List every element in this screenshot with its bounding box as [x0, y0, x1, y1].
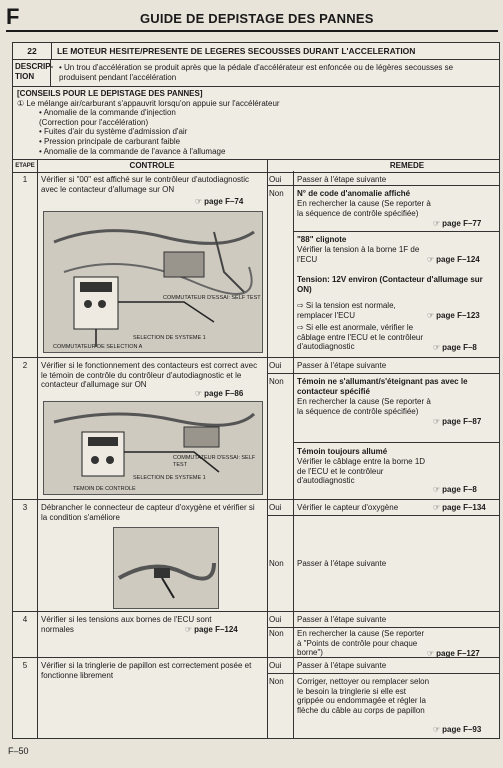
page-reference [195, 197, 243, 206]
page-reference [433, 219, 481, 228]
illustration-label: TEMOIN DE CONTROLE [73, 486, 136, 492]
remedy-title: Tension: 12V environ (Contacteur d'allumage sur ON) [297, 275, 483, 294]
oui-non-divider [267, 185, 499, 186]
book-reference-icon: ☞ [427, 311, 435, 320]
book-reference-icon: ☞ [433, 417, 441, 426]
page-reference [195, 389, 243, 398]
remedy-divider [293, 231, 499, 232]
non-label: Non [269, 629, 284, 638]
hint-item: • Anomalie de la commande de l'avance à l'allumage [39, 146, 226, 156]
problem-number: 22 [13, 43, 52, 59]
step-number: 1 [22, 175, 28, 184]
non-remedy: En rechercher la cause (Se reporter à "Points de contrôle pour chaque borne") [297, 629, 425, 658]
section-letter: F [6, 4, 20, 29]
oui-remedy: Passer à l'étape suivante [297, 361, 387, 370]
hint-item: • Fuites d'air du système d'admission d'air [39, 127, 188, 137]
remedy-divider [293, 442, 499, 443]
page-ref-text: page F–87 [442, 417, 482, 426]
description-row [13, 60, 499, 87]
row-divider [13, 499, 499, 500]
book-reference-icon: ☞ [433, 343, 441, 352]
oui-label: Oui [269, 175, 282, 184]
book-reference-icon: ☞ [433, 219, 441, 228]
page-title: GUIDE DE DEPISTAGE DES PANNES [140, 11, 374, 26]
oui-non-divider [267, 627, 499, 628]
page-ref-text: page F–134 [442, 503, 486, 512]
illustration-label: SELECTION DE SYSTEME 1 [133, 475, 206, 481]
page-ref-text: page F–93 [442, 725, 482, 734]
remedy-text: ⇨ Si elle est anormale, vérifier le câblage entre l'ECU et le contrôleur d'autodiagnostic [297, 323, 424, 352]
oui-non-divider [267, 373, 499, 374]
step-number: 2 [22, 361, 28, 370]
page-reference [433, 503, 486, 512]
page-reference [433, 485, 477, 494]
book-reference-icon: ☞ [433, 725, 441, 734]
column-header-etape: ETAPE [15, 163, 35, 169]
illustration-label: COMMUTATEUR DE SELECTION A [53, 344, 143, 350]
book-reference-icon: ☞ [433, 485, 441, 494]
page-reference [185, 625, 238, 634]
oui-label: Oui [269, 503, 282, 512]
column-header-remede: REMEDE [389, 161, 425, 170]
oui-remedy: Vérifier le capteur d'oxygène [297, 503, 399, 512]
book-reference-icon: ☞ [185, 625, 193, 634]
book-reference-icon: ☞ [195, 197, 203, 206]
hint-item: • Anomalie de la commande d'injection [39, 108, 176, 118]
hint-item: • Pression principale de carburant faible [39, 136, 181, 146]
oui-remedy: Passer à l'étape suivante [297, 661, 387, 670]
header-rule [6, 30, 498, 32]
book-reference-icon: ☞ [427, 255, 435, 264]
step-check-text: Vérifier si le fonctionnement des contacteurs est correct avec le témoin de contrôle du contrôleur d'autodiagnostic et le contacteur d'allumage sur ON [41, 361, 258, 390]
page-reference [427, 255, 480, 264]
book-reference-icon: ☞ [427, 649, 435, 658]
step-check-text: Vérifier si la tringlerie de papillon est correctement posée et fonctionne librement [41, 661, 252, 680]
book-reference-icon: ☞ [433, 503, 441, 512]
non-label: Non [269, 189, 284, 198]
troubleshooting-table [12, 42, 500, 739]
page-reference [433, 343, 477, 352]
book-reference-icon: ☞ [195, 389, 203, 398]
page-ref-text: page F–74 [204, 197, 244, 206]
description-label: DESCRIP-TION [13, 60, 51, 86]
row-divider [13, 357, 499, 358]
oui-label: Oui [269, 661, 282, 670]
problem-title: LE MOTEUR HESITE/PRESENTE DE LEGERES SECOUSSES DURANT L'ACCELERATION [57, 46, 416, 56]
diagnostic-illustration [43, 211, 263, 353]
description-text: • Un trou d'accélération se produit après que la pédale d'accélérateur est enfoncée ou de légères secousses se produisent pendant l'accélération [59, 63, 454, 82]
oui-label: Oui [269, 361, 282, 370]
remedy-title: N° de code d'anomalie affiché [297, 189, 411, 198]
non-remedy: Corriger, nettoyer ou remplacer selon le besoin la tringlerie si elle est grippée ou endommagée et régler la flèche du câble au corps de papillon [297, 677, 430, 715]
step-check-text: Vérifier si "00" est affiché sur le contrôleur d'autodiagnostic avec le contacteur d'allumage sur ON [41, 175, 250, 194]
step-check-text: Débrancher le connecteur de capteur d'oxygène et vérifier si la condition s'améliore [41, 503, 255, 522]
step-number: 3 [22, 503, 28, 512]
oui-label: Oui [269, 615, 282, 624]
step-number: 4 [22, 615, 28, 624]
hint-item: (Correction pour l'accélération) [39, 117, 149, 127]
step-check-text: Vérifier si les tensions aux bornes de l'ECU sont normales [41, 615, 212, 634]
oui-remedy: Passer à l'étape suivante [297, 175, 387, 184]
row-divider [13, 611, 499, 612]
hints-intro: ① Le mélange air/carburant s'appauvrit lorsqu'on appuie sur l'accélérateur [17, 98, 280, 108]
column-header-controle: CONTROLE [129, 161, 175, 170]
remedy-text: En rechercher la cause (Se reporter à la séquence de contrôle spécifiée) [297, 397, 431, 416]
page-ref-text: page F–77 [442, 219, 482, 228]
illustration-label: COMMUTATEUR D'ESSAI: SELF TEST [163, 295, 261, 301]
remedy-text: Vérifier la tension à la borne 1F de l'ECU [297, 245, 420, 264]
grid-line [37, 159, 38, 738]
grid-line [293, 171, 294, 738]
page-number: F–50 [8, 746, 29, 756]
page-ref-text: page F–123 [436, 311, 480, 320]
oui-remedy: Passer à l'étape suivante [297, 615, 387, 624]
oui-non-divider [267, 673, 499, 674]
remedy-title: Témoin toujours allumé [297, 447, 388, 456]
non-label: Non [269, 677, 284, 686]
illustration-label: SELECTION DE SYSTEME 1 [133, 335, 206, 341]
remedy-text: ⇨ Si la tension est normale, remplacer l'ECU [297, 301, 396, 320]
step-number: 5 [22, 661, 28, 670]
sensor-illustration [113, 527, 219, 609]
page-ref-text: page F–8 [442, 343, 477, 352]
remedy-text: En rechercher la cause (Se reporter à la séquence de contrôle spécifiée) [297, 199, 431, 218]
page-ref-text: page F–124 [194, 625, 238, 634]
page-ref-text: page F–8 [442, 485, 477, 494]
page-ref-text: page F–127 [436, 649, 480, 658]
oui-non-divider [267, 515, 499, 516]
page-ref-text: page F–124 [436, 255, 480, 264]
page-reference [433, 725, 481, 734]
column-header-row [13, 159, 499, 173]
page-ref-text: page F–86 [204, 389, 244, 398]
page-reference [433, 417, 481, 426]
troubleshooting-hints [17, 89, 487, 156]
non-label: Non [269, 559, 284, 568]
remedy-title: Témoin ne s'allumant/s'éteignant pas avec le contacteur spécifié [297, 377, 468, 396]
remedy-text: Vérifier le câblage entre la borne 1D de l'ECU et le contrôleur d'autodiagnostic [297, 457, 426, 486]
hints-heading: [CONSEILS POUR LE DEPISTAGE DES PANNES] [17, 89, 203, 98]
non-remedy: Passer à l'étape suivante [297, 559, 387, 568]
illustration-label: COMMUTATEUR D'ESSAI: SELF TEST [173, 455, 256, 468]
page-reference [427, 311, 480, 320]
non-label: Non [269, 377, 284, 386]
page-reference [427, 649, 480, 658]
problem-header-row [13, 43, 499, 60]
grid-line [267, 159, 268, 738]
remedy-title: "88" clignote [297, 235, 347, 244]
